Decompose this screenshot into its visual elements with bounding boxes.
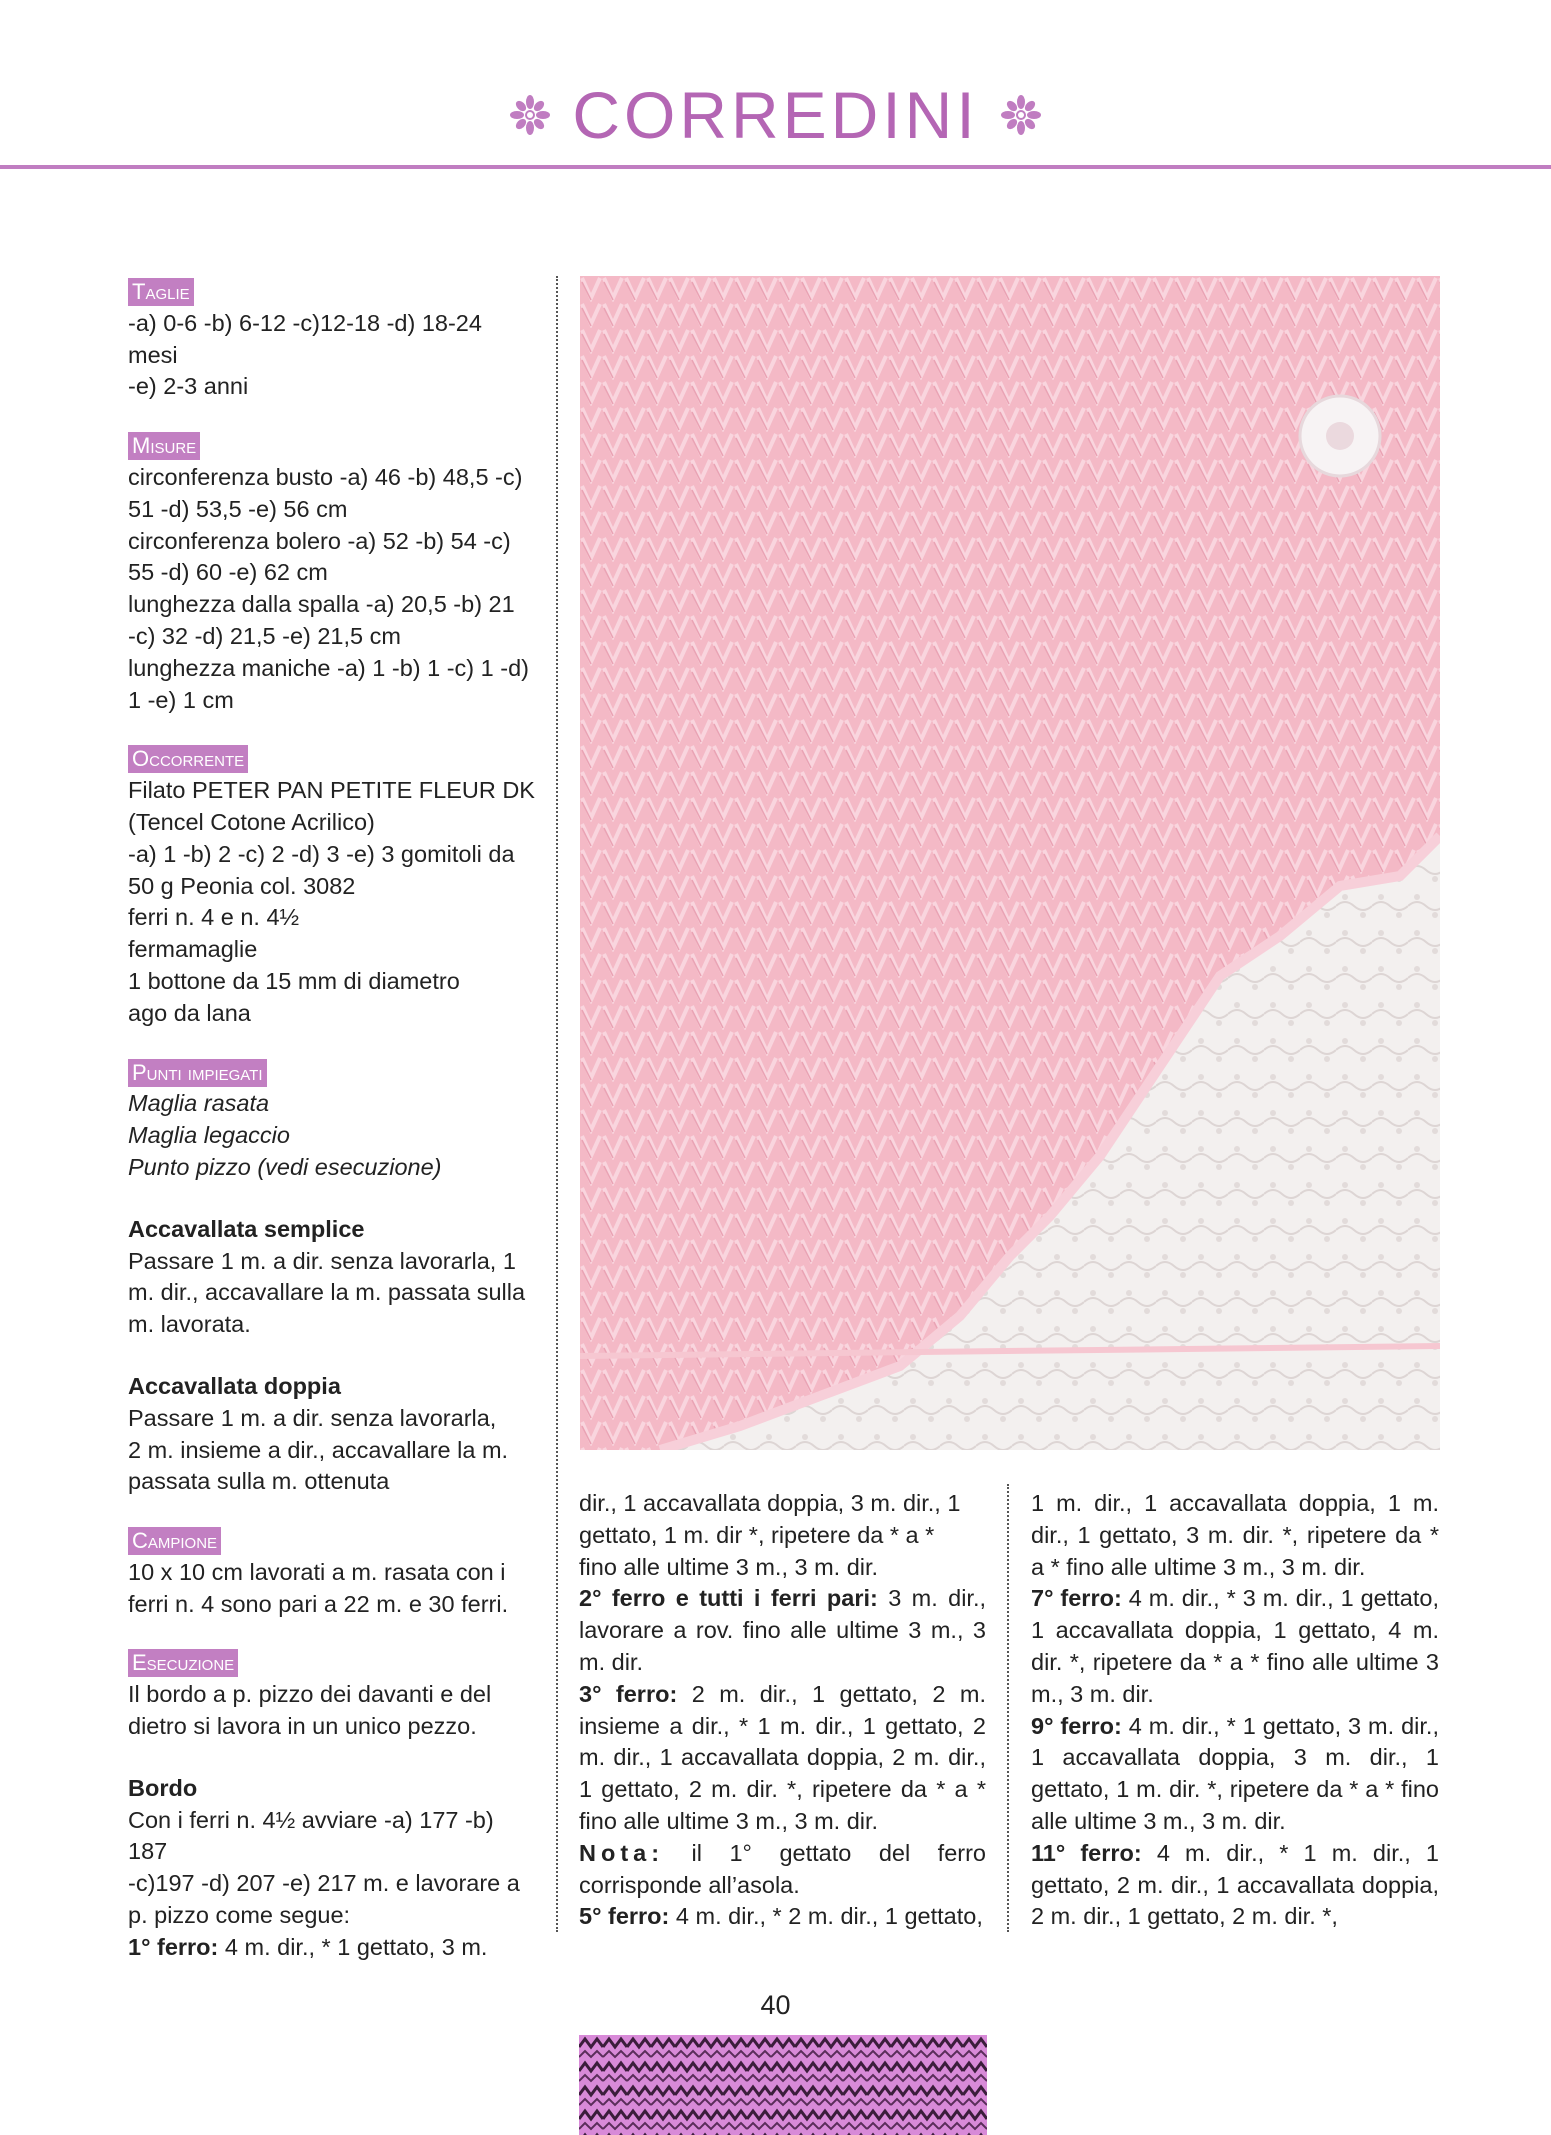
row-label: 3° ferro: — [579, 1680, 678, 1707]
text-line: 2 m. insieme a dir., accavallare la m. — [128, 1436, 509, 1463]
text-line: 50 g Peonia col. 3082 — [128, 872, 356, 899]
text-line: 10 x 10 cm lavorati a m. rasata con i — [128, 1558, 506, 1585]
flower-ornament-right-icon — [1001, 95, 1041, 135]
page-header — [0, 75, 1551, 155]
text-line: 55 -d) 60 -e) 62 cm — [128, 559, 328, 586]
text-line: -c) 32 -d) 21,5 -e) 21,5 cm — [128, 622, 401, 649]
text-line: 1 bottone da 15 mm di diametro — [128, 967, 460, 994]
row-label: 5° ferro: — [579, 1903, 670, 1930]
text-line: ferri n. 4 e n. 4½ — [128, 904, 300, 931]
text-line: -a) 0-6 -b) 6-12 -c)12-18 -d) 18-24 mesi — [128, 309, 482, 368]
row-text: 4 m. dir., * 2 m. dir., 1 gettato, — [669, 1903, 983, 1930]
row-label: 1° ferro: — [128, 1933, 219, 1960]
header-rule — [0, 165, 1551, 169]
text-line: Con i ferri n. 4½ avviare -a) 177 -b) 187 — [128, 1806, 494, 1865]
text-line: m. lavorata. — [128, 1311, 251, 1338]
knit-swatch-strip — [579, 2035, 987, 2135]
section-heading-occorrente: Occorrente — [128, 745, 248, 773]
text-line: p. pizzo come segue: — [128, 1902, 351, 1929]
section-heading-campione: Campione — [128, 1527, 221, 1555]
text-line: Filato PETER PAN PETITE FLEUR DK — [128, 777, 535, 804]
subheading-acc-doppia: Accavallata doppia — [128, 1372, 341, 1399]
text-line: Passare 1 m. a dir. senza lavorarla, — [128, 1404, 497, 1431]
row-label: 9° ferro: — [1031, 1712, 1122, 1739]
text-line: (Tencel Cotone Acrilico) — [128, 808, 375, 835]
row-label: 11° ferro: — [1031, 1839, 1142, 1866]
text-line: -c)197 -d) 207 -e) 217 m. e lavorare a — [128, 1870, 520, 1897]
text-line: circonferenza busto -a) 46 -b) 48,5 -c) — [128, 463, 523, 490]
row-text: 2 m. dir., 1 gettato, 2 m. insieme a dir., * 1 m. dir., 1 gettato, 2 m. dir., 1 accavallata doppia, 2 m. dir., 1 gettato, 2 m. dir. *, ripetere da * a * fino alle ultime 3 m., 3 m. dir. — [579, 1680, 986, 1834]
left-column — [128, 276, 538, 1964]
text-line: lunghezza maniche -a) 1 -b) 1 -c) 1 -d) — [128, 654, 529, 681]
column-divider — [556, 276, 558, 1932]
page-number: 40 — [760, 1990, 791, 2020]
text-line: 1 m. dir., 1 accavallata doppia, 1 m. dir., 1 gettato, 3 m. dir. *, ripetere da * a * fino alle ultime 3 m., 3 m. dir. — [1031, 1490, 1439, 1580]
section-heading-misure: Misure — [128, 432, 200, 460]
instruction-row — [1031, 1838, 1439, 1933]
text-line: gettato, 1 m. dir *, ripetere da * a * — [579, 1521, 935, 1548]
swatch-pattern — [579, 2035, 987, 2135]
photo-illustration — [580, 276, 1440, 1450]
row-text: 4 m. dir., * 1 gettato, 3 m. dir., 1 accavallata doppia, 3 m. dir., 1 gettato, 1 m. dir. *, ripetere da * a * fino alle ultime 3 m., 3 m. dir. — [1031, 1712, 1439, 1834]
note-text: il 1° gettato del ferro corrisponde all’asola. — [579, 1839, 986, 1898]
text-line: fermamaglie — [128, 936, 258, 963]
text-line: Punto pizzo (vedi esecuzione) — [128, 1153, 442, 1180]
text-line: Passare 1 m. a dir. senza lavorarla, 1 — [128, 1247, 516, 1274]
text-line: Maglia rasata — [128, 1090, 270, 1117]
section-heading-punti: Punti impiegati — [128, 1059, 267, 1087]
text-line: Maglia legaccio — [128, 1122, 290, 1149]
row-text: 4 m. dir., * 1 gettato, 3 m. — [218, 1933, 488, 1960]
subheading-bordo: Bordo — [128, 1774, 198, 1801]
text-line: lunghezza dalla spalla -a) 20,5 -b) 21 — [128, 591, 515, 618]
text-line: dir., 1 accavallata doppia, 3 m. dir., 1 — [579, 1490, 961, 1516]
row-label: 2° ferro e tutti i ferri pari: — [579, 1585, 878, 1612]
text-line: 51 -d) 53,5 -e) 56 cm — [128, 495, 348, 522]
text-line: dietro si lavora in un unico pezzo. — [128, 1713, 477, 1740]
row-text: 4 m. dir., * 3 m. dir., 1 gettato, 1 accavallata doppia, 1 gettato, 4 m. dir. *, ripetere da * a * fino alle ultime 3 m., 3 m. dir. — [1031, 1585, 1439, 1707]
text-line: -e) 2-3 anni — [128, 373, 249, 400]
text-line: Il bordo a p. pizzo dei davanti e del — [128, 1681, 492, 1708]
note-label: Nota: — [579, 1839, 665, 1866]
section-heading-taglie: Taglie — [128, 278, 194, 306]
text-line: passata sulla m. ottenuta — [128, 1468, 390, 1495]
instruction-row — [579, 1901, 986, 1933]
text-line: fino alle ultime 3 m., 3 m. dir. — [579, 1553, 879, 1580]
row-label: 7° ferro: — [1031, 1585, 1122, 1612]
note-row — [579, 1838, 986, 1902]
knitted-bolero-photo — [580, 276, 1440, 1450]
instruction-row — [1031, 1583, 1439, 1710]
text-line: ferri n. 4 sono pari a 22 m. e 30 ferri. — [128, 1590, 509, 1617]
text-line: -a) 1 -b) 2 -c) 2 -d) 3 -e) 3 gomitoli da — [128, 840, 515, 867]
section-heading-esecuzione: Esecuzione — [128, 1649, 238, 1677]
row-text: 3 m. dir., lavorare a rov. fino alle ultime 3 m., 3 m. dir. — [579, 1585, 987, 1675]
text-line: m. dir., accavallare la m. passata sulla — [128, 1279, 526, 1306]
middle-column — [579, 1488, 986, 1933]
text-line: 1 -e) 1 cm — [128, 686, 234, 713]
flower-ornament-left-icon — [510, 95, 550, 135]
right-column — [1031, 1488, 1439, 1933]
instruction-row — [579, 1583, 986, 1678]
subheading-acc-semplice: Accavallata semplice — [128, 1215, 365, 1242]
text-line: ago da lana — [128, 999, 251, 1026]
text-line — [128, 1932, 538, 1964]
text-line: circonferenza bolero -a) 52 -b) 54 -c) — [128, 527, 511, 554]
page-title: CORREDINI — [572, 78, 979, 152]
instruction-row — [1031, 1711, 1439, 1838]
column-divider — [1007, 1484, 1009, 1932]
row-text: 4 m. dir., * 1 m. dir., 1 gettato, 2 m. dir., 1 accavallata doppia, 2 m. dir., 1 gettato, 2 m. dir. *, — [1031, 1839, 1439, 1930]
instruction-row — [579, 1679, 986, 1838]
